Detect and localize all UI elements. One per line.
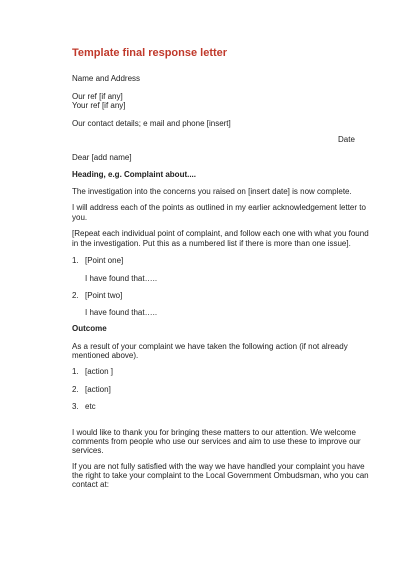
- point-number: 2.: [72, 291, 79, 300]
- para-investigation: The investigation into the concerns you raised on [insert date] is now complete.: [72, 187, 352, 196]
- point-finding: I have found that…..: [85, 308, 158, 317]
- point-finding: I have found that…..: [85, 274, 158, 283]
- ombudsman-line-1: If you are not fully satisfied with the way we have handled your complaint you have: [72, 462, 365, 471]
- ombudsman-line-3: contact at:: [72, 480, 109, 489]
- contact-details: Our contact details; e mail and phone [insert]: [72, 119, 231, 128]
- action-number: 1.: [72, 367, 79, 376]
- thanks-line-3: services.: [72, 446, 104, 455]
- salutation: Dear [add name]: [72, 153, 132, 162]
- outcome-heading: Outcome: [72, 324, 107, 333]
- para-address-line-1: I will address each of the points as outlined in my earlier acknowledgement letter to: [72, 203, 366, 212]
- your-ref: Your ref [if any]: [72, 101, 126, 110]
- action-number: 3.: [72, 402, 79, 411]
- action-label: [action]: [85, 385, 111, 394]
- outcome-line-1: As a result of your complaint we have taken the following action (if not already: [72, 342, 348, 351]
- our-ref: Our ref [if any]: [72, 92, 123, 101]
- point-label: [Point two]: [85, 291, 123, 300]
- para-address-line-2: you.: [72, 213, 88, 222]
- action-number: 2.: [72, 385, 79, 394]
- para-repeat-line-2: in the investigation. Put this as a numbered list if there is more than one issue].: [72, 239, 351, 248]
- thanks-line-1: I would like to thank you for bringing these matters to our attention. We welcome: [72, 428, 356, 437]
- date-label: Date: [338, 135, 355, 144]
- action-label: etc: [85, 402, 96, 411]
- document-title: Template final response letter: [72, 47, 228, 59]
- point-number: 1.: [72, 256, 79, 265]
- name-address: Name and Address: [72, 74, 141, 83]
- para-repeat-line-1: [Repeat each individual point of complaint, and follow each one with what you found: [72, 229, 369, 238]
- letter-heading: Heading, e.g. Complaint about....: [72, 170, 197, 179]
- thanks-line-2: comments from people who use our services and aim to use these to improve our: [72, 437, 361, 446]
- ombudsman-line-2: the right to take your complaint to the Local Government Ombudsman, who you can: [72, 471, 369, 480]
- outcome-line-2: mentioned above).: [72, 351, 139, 360]
- point-label: [Point one]: [85, 256, 124, 265]
- action-label: [action ]: [85, 367, 114, 376]
